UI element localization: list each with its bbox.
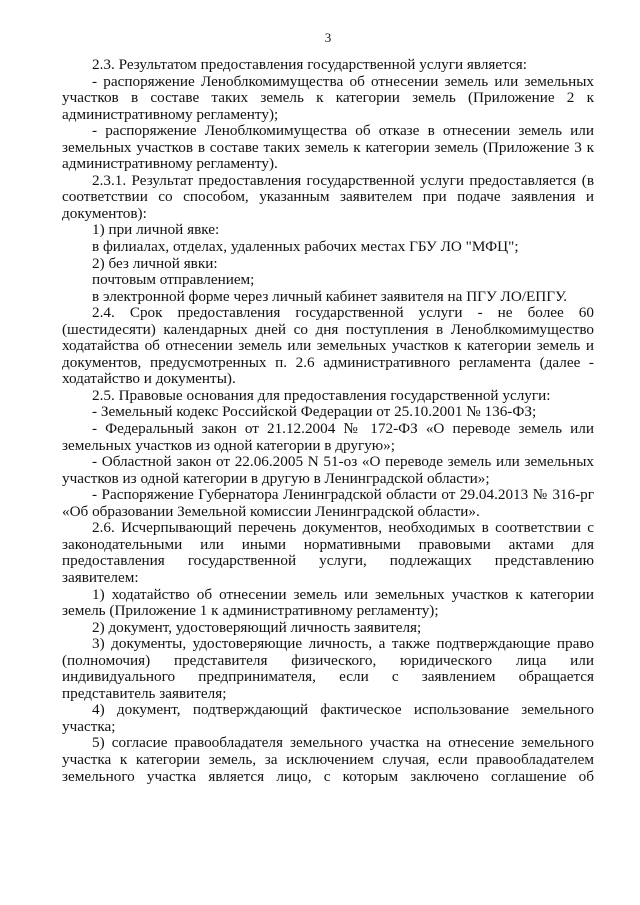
- paragraph-federal-law: - Федеральный закон от 21.12.2004 № 172-ФЗ «О переводе земель или земельных участков из одной категории в другую»;: [62, 420, 594, 454]
- document-page: [62, 0, 594, 905]
- paragraph-2-5: 2.5. Правовые основания для предоставления государственной услуги:: [92, 386, 551, 404]
- paragraph-2-6: 2.6. Исчерпывающий перечень документов, необходимых в соответствии с законодательными или иными нормативными правовыми актами для предоставления государственной услуги, подлежащих представлению заявителем:: [62, 519, 594, 586]
- paragraph-doc-4: 4) документ, подтверждающий фактическое использование земельного участка;: [62, 701, 594, 735]
- paragraph-2-4: 2.4. Срок предоставления государственной услуги - не более 60 (шестидесяти) календарных дней со дня поступления в Леноблкомимущество ходатайства об отнесении земель или земельных участков к категории земель и документов, предусмотренных п. 2.6 административного регламента (далее - ходатайство и документы).: [62, 304, 594, 388]
- paragraph-in-person: 1) при личной явке:: [92, 221, 220, 239]
- paragraph-doc-3: 3) документы, удостоверяющие личность, а также подтверждающие право (полномочия) представителя физического, юридического лица или индивидуального предпринимателя, если с заявлением обращается представитель заявителя;: [62, 635, 594, 702]
- page-number: 3: [324, 30, 332, 45]
- paragraph-2-3: 2.3. Результатом предоставления государственной услуги является:: [92, 56, 527, 73]
- paragraph-governor-order: - Распоряжение Губернатора Ленинградской области от 29.04.2013 № 316-рг «Об образовании Земельной комиссии Ленинградской области».: [62, 486, 594, 520]
- document-body: [62, 57, 594, 785]
- paragraph-result-allocation-order: - распоряжение Леноблкомимущества об отнесении земель или земельных участков в составе таких земель к категории земель (Приложение 2 к административному регламенту);: [62, 72, 594, 123]
- paragraph-result-refusal-order: - распоряжение Леноблкомимущества об отказе в отнесении земель или земельных участков в составе таких земель к категории земель (Приложение 3 к административному регламенту).: [62, 122, 594, 173]
- paragraph-electronic-form: в электронной форме через личный кабинет заявителя на ПГУ ЛО/ЕПГУ.: [92, 287, 568, 305]
- paragraph-without-visit: 2) без личной явки:: [92, 254, 218, 272]
- paragraph-doc-1: 1) ходатайство об отнесении земель или земельных участков к категории земель (Приложение 1 к административному регламенту);: [62, 585, 594, 620]
- paragraph-mfc-offices: в филиалах, отделах, удаленных рабочих местах ГБУ ЛО "МФЦ";: [92, 238, 519, 256]
- paragraph-2-3-1: 2.3.1. Результат предоставления государственной услуги предоставляется (в соответствии со способом, указанным заявителем при подаче заявления и документов):: [62, 171, 594, 222]
- paragraph-doc-2: 2) документ, удостоверяющий личность заявителя;: [92, 618, 422, 636]
- paragraph-regional-law: - Областной закон от 22.06.2005 N 51-оз «О переводе земель или земельных участков из одной категории в другую в Ленинградской области»;: [62, 453, 594, 487]
- paragraph-land-code: - Земельный кодекс Российской Федерации от 25.10.2001 № 136-ФЗ;: [92, 403, 537, 421]
- paragraph-by-mail: почтовым отправлением;: [92, 271, 255, 289]
- paragraph-doc-5: 5) согласие правообладателя земельного участка на отнесение земельного участка к категории земель, за исключением случая, если правообладателем земельного участка является лицо, с которым заключено соглашение об: [62, 734, 594, 785]
